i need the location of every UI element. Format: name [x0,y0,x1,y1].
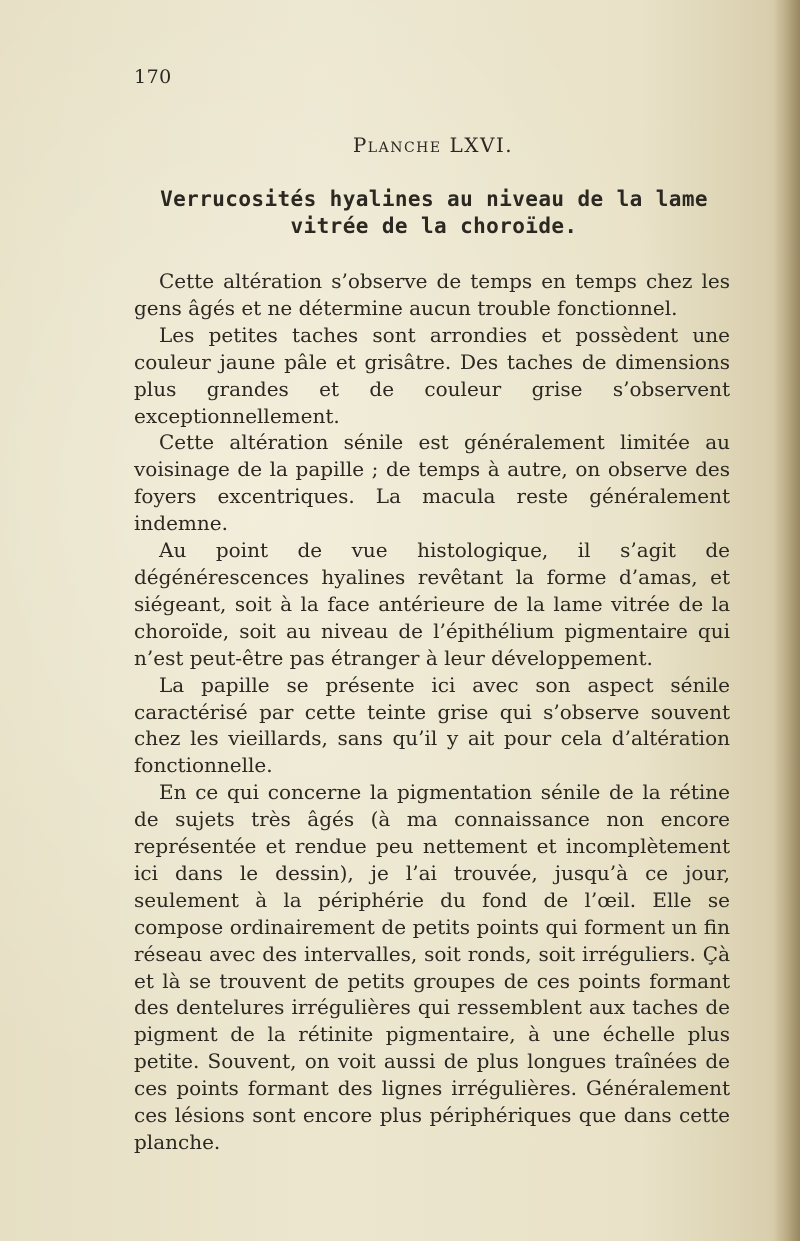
page-number: 170 [134,66,172,88]
page-edge-shadow [774,0,800,1241]
section-title: Verrucosités hyalines au niveau de la lame vitrée de la choroïde. [160,187,708,238]
paragraph: La papille se présente ici avec son aspect sénile caractérisé par cette teinte grise qui s’observe souvent chez les vieillards, sans qu’il y ait pour cela d’altération fonctionnelle. [134,672,730,778]
paragraph: Cette altération s’observe de temps en temps chez les gens âgés et ne détermine aucun trouble fonctionnel. [134,269,730,320]
body-text [134,268,730,1156]
paragraph: Au point de vue histologique, il s’agit de dégénérescences hyalines revêtant la forme d’amas, et siégeant, soit à la face antérieure de la lame vitrée de la choroïde, soit au niveau de l’épithélium pigmentaire qui n’est peut-être pas étranger à leur développement. [134,538,730,670]
paragraph: Les petites taches sont arrondies et possèdent une couleur jaune pâle et grisâtre. Des taches de dimensions plus grandes et de couleur grise s’observent exceptionnellement. [134,322,730,428]
plate-title: Planche LXVI. [352,133,514,157]
paragraph: Cette altération sénile est généralement limitée au voisinage de la papille ; de temps à autre, on observe des foyers excentriques. La macula reste généralement indemne. [134,430,730,536]
paragraph: En ce qui concerne la pigmentation sénile de la rétine de sujets très âgés (à ma connaissance non encore représentée et rendue peu nettement et incomplètement ici dans le dessin), je l’ai trouvée, jusqu’à ce jour, seulement à la périphérie du fond de l’œil. Elle se compose ordinairement de petits points qui forment un fin réseau avec des intervalles, soit ronds, soit irréguliers. Çà et là se trouvent de petits groupes de ces points formant des dentelures irrégulières qui ressemblent aux taches de pigment de la rétinite pigmentaire, à une échelle plus petite. Souvent, on voit aussi de plus longues traînées de ces points formant des lignes irrégulières. Généralement ces lésions sont encore plus périphériques que dans cette planche. [134,780,730,1154]
